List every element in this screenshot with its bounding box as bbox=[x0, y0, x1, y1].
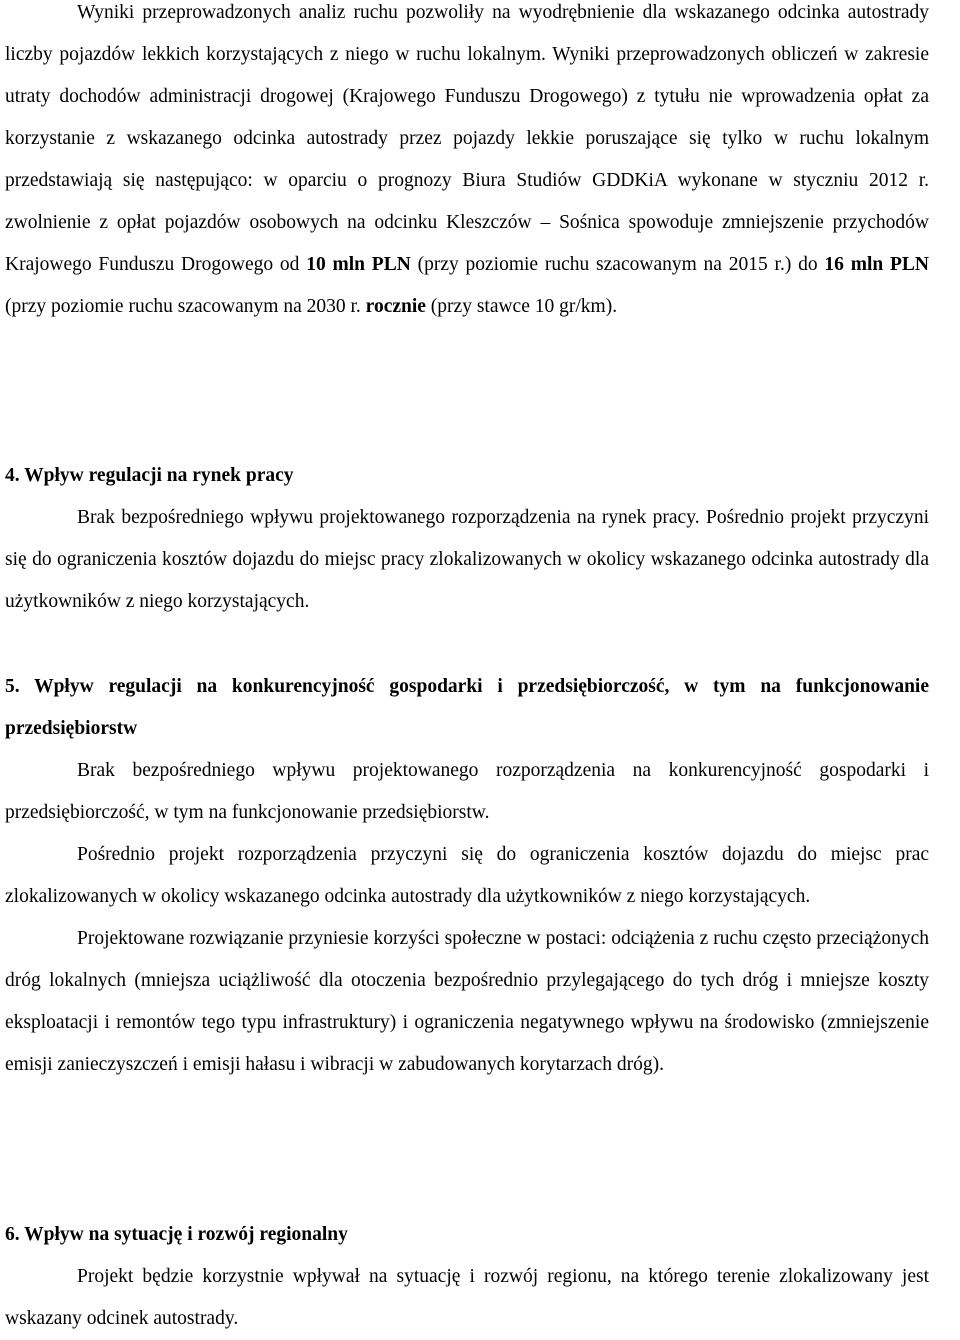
paragraph-text-mid-1: (przy poziomie ruchu szacowanym na 2015 r.) do bbox=[410, 254, 825, 275]
bold-amount-10-mln: 10 mln PLN bbox=[306, 254, 411, 275]
paragraph-text-mid-2: (przy poziomie ruchu szacowanym na 2030 r. bbox=[5, 296, 366, 317]
section-6 bbox=[5, 1214, 929, 1340]
paragraph-text-start: Wyniki przeprowadzonych analiz ruchu pozwoliły na wyodrębnienie dla wskazanego odcinka autostrady liczby pojazdów lekkich korzystających z niego w ruchu lokalnym. Wyniki przeprowadzonych obliczeń w zakresie utraty dochodów administracji drogowej (Krajowego Funduszu Drogowego) z tytułu nie wprowadzenia opłat za korzystanie z wskazanego odcinka autostrady przez pojazdy lekkie poruszające się tylko w ruchu lokalnym przedstawiają się następująco: w oparciu o prognozy Biura Studiów GDDKiA wykonane w styczniu 2012 r. zwolnienie z opłat pojazdów osobowych na odcinku Kleszczów – Sośnica spowoduje zmniejszenie przychodów Krajowego Funduszu Drogowego od bbox=[5, 2, 929, 275]
section-5-body-1: Brak bezpośredniego wpływu projektowanego rozporządzenia na konkurencyjność gospodarki i przedsiębiorczość, w tym na funkcjonowanie przedsiębiorstw. bbox=[5, 760, 929, 823]
section-4-body: Brak bezpośredniego wpływu projektowanego rozporządzenia na rynek pracy. Pośrednio projekt przyczyni się do ograniczenia kosztów dojazdu do miejsc pracy zlokalizowanych w okolicy wskazanego odcinka autostrady dla użytkowników z niego korzystających. bbox=[5, 507, 929, 612]
paragraph-text bbox=[5, 0, 929, 328]
section-4 bbox=[5, 455, 929, 623]
section-6-body: Projekt będzie korzystnie wpływał na sytuację i rozwój regionu, na którego terenie zlokalizowany jest wskazany odcinek autostrady. bbox=[5, 1266, 929, 1329]
paragraph-traffic-analysis bbox=[5, 0, 929, 328]
bold-annually: rocznie bbox=[365, 296, 426, 317]
section-5-heading: 5. Wpływ regulacji na konkurencyjność gospodarki i przedsiębiorczość, w tym na funkcjonowanie przedsiębiorstw bbox=[5, 676, 929, 739]
section-5-body-3: Projektowane rozwiązanie przyniesie korzyści społeczne w postaci: odciążenia z ruchu często przeciążonych dróg lokalnych (mniejsza uciążliwość dla otoczenia bezpośrednio przylegającego do tych dróg i mniejsze koszty eksploatacji i remontów tego typu infrastruktury) i ograniczenia negatywnego wpływu na środowisko (zmniejszenie emisji zanieczyszczeń i emisji hałasu i wibracji w zabudowanych korytarzach dróg). bbox=[5, 928, 929, 1075]
bold-amount-16-mln: 16 mln PLN bbox=[824, 254, 929, 275]
section-5 bbox=[5, 666, 929, 1086]
section-6-heading: 6. Wpływ na sytuację i rozwój regionalny bbox=[5, 1224, 348, 1245]
section-4-heading: 4. Wpływ regulacji na rynek pracy bbox=[5, 465, 294, 486]
section-5-body-2: Pośrednio projekt rozporządzenia przyczyni się do ograniczenia kosztów dojazdu do miejsc prac zlokalizowanych w okolicy wskazanego odcinka autostrady dla użytkowników z niego korzystających. bbox=[5, 844, 929, 907]
paragraph-text-end: (przy stawce 10 gr/km). bbox=[425, 296, 618, 317]
